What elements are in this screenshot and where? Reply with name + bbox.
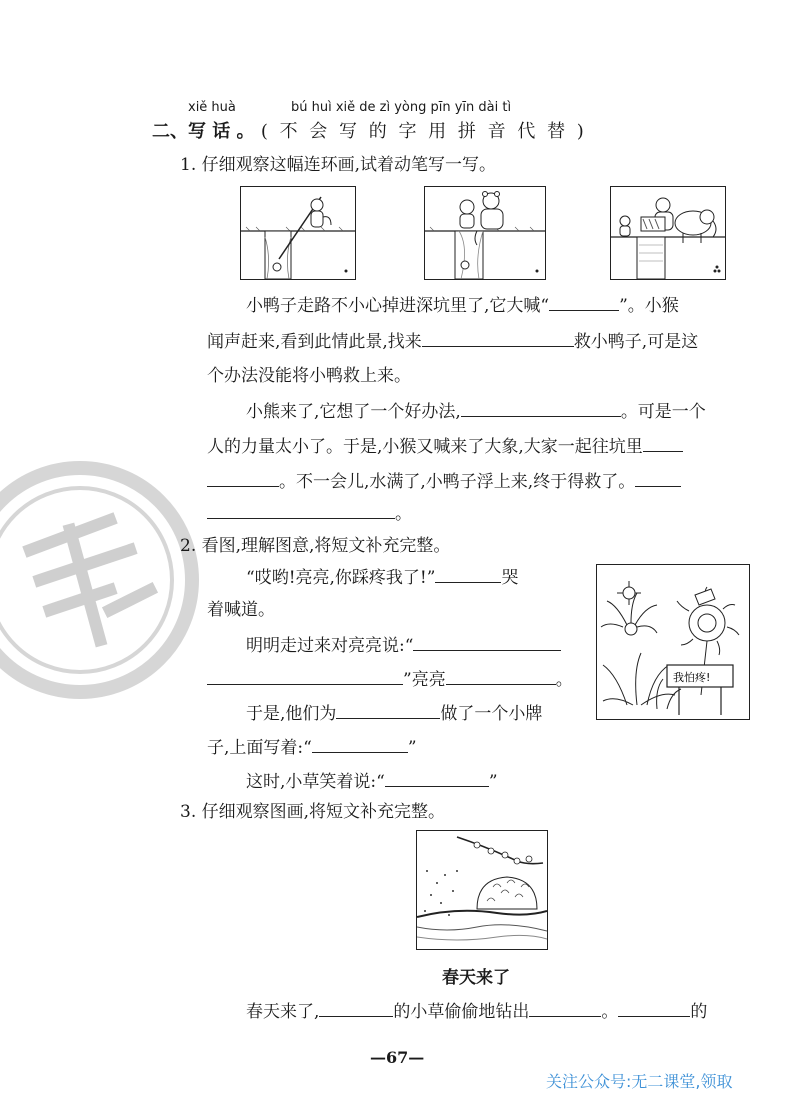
q3-text-1c: 。	[601, 1002, 619, 1022]
q2-text-4: ”亮亮	[403, 670, 446, 690]
section-title-main: 二、写 话 。	[152, 121, 255, 142]
q2-line4	[207, 666, 573, 692]
q1-prompt: 1. 仔细观察这幅连环画,试着动笔写一写。	[180, 155, 497, 175]
q3-blank-where[interactable]	[529, 998, 601, 1017]
q3-picture	[416, 830, 548, 950]
q1-p1-line1	[246, 292, 679, 318]
q2-text-3: 明明走过来对亮亮说:“	[246, 636, 414, 656]
q2-blank-reaction[interactable]	[446, 666, 556, 685]
q2-text-5b: 做了一个小牌	[440, 704, 543, 724]
q2-text-6a: 子,上面写着:“	[207, 738, 312, 758]
q2-text-7a: 这时,小草笑着说:“	[246, 772, 385, 792]
q1-blank-shout[interactable]	[549, 292, 619, 311]
q2-picture	[596, 564, 750, 720]
footer-note: 关注公众号:无二课堂,领取	[546, 1072, 733, 1091]
page-number: —67—	[370, 1048, 425, 1067]
q3-text-1b: 的小草偷偷地钻出	[393, 1002, 530, 1022]
q2-text-1a: “哎哟!亮亮,你踩疼我了!”	[246, 568, 436, 588]
q2-blank-grass-says[interactable]	[385, 768, 489, 787]
q2-blank-for-whom[interactable]	[336, 700, 440, 719]
q3-line1	[246, 998, 707, 1024]
comic-panel-3	[610, 186, 726, 280]
section-title-subtitle: ( 不 会 写 的 字 用 拼 音 代 替 )	[260, 121, 587, 142]
q1-p2-line4	[207, 500, 412, 526]
q1-p2-line3	[207, 468, 681, 494]
q1-blank-tool[interactable]	[422, 328, 574, 347]
q2-line1	[246, 564, 518, 590]
q2-line2: 着喊道。	[207, 600, 275, 620]
q2-blank-sign-words[interactable]	[312, 734, 408, 753]
q1-p2-text-d: 。不一会儿,水满了,小鸭子浮上来,终于得救了。	[279, 472, 636, 492]
q2-text-7b: ”	[488, 772, 498, 792]
watermark-stamp	[0, 460, 200, 700]
q2-sign-text: 我怕疼!	[673, 671, 711, 684]
q1-p1-line3: 个办法没能将小鸭救上来。	[207, 366, 411, 386]
comic-panel-2	[424, 186, 546, 280]
q2-blank-who[interactable]	[435, 564, 501, 583]
q3-text-1d: 的	[690, 1002, 708, 1022]
q2-blank-speech-1[interactable]	[413, 632, 561, 651]
q2-text-5a: 于是,他们为	[246, 704, 337, 724]
q1-p1-text-c: 闻声赶来,看到此情此景,找来	[207, 332, 422, 352]
q1-blank-action-2[interactable]	[207, 468, 279, 487]
q1-p1-text-d: 救小鸭子,可是这	[573, 332, 699, 352]
q2-line3	[246, 632, 561, 658]
q3-text-1a: 春天来了,	[246, 1002, 320, 1022]
q1-blank-ending-2[interactable]	[207, 500, 395, 519]
q1-p1-text-b: ”。小猴	[619, 296, 679, 316]
q1-blank-ending-1[interactable]	[635, 468, 681, 487]
section-title	[152, 117, 587, 143]
q3-blank-grass-desc[interactable]	[319, 998, 393, 1017]
q1-p1-line2	[207, 328, 698, 354]
q2-blank-speech-2[interactable]	[207, 666, 403, 685]
pinyin-hint: bú huì xiě de zì yòng pīn yīn dài tì	[291, 100, 512, 115]
comic-panel-1	[240, 186, 356, 280]
q1-blank-idea[interactable]	[461, 398, 621, 417]
q1-p2-line1	[246, 398, 706, 424]
q2-text-6b: ”	[407, 738, 417, 758]
pinyin-xie-hua: xiě huà	[188, 100, 236, 115]
q3-story-title: 春天来了	[442, 968, 510, 988]
q1-p1-text-a: 小鸭子走路不小心掉进深坑里了,它大喊“	[246, 296, 550, 316]
q3-prompt: 3. 仔细观察图画,将短文补充完整。	[180, 802, 446, 822]
q2-line6	[207, 734, 417, 760]
q2-line5	[246, 700, 542, 726]
q2-prompt: 2. 看图,理解图意,将短文补充完整。	[180, 536, 451, 556]
q1-blank-action-1[interactable]	[643, 433, 683, 452]
q1-p2-line2	[207, 433, 683, 459]
q2-text-1b: 哭	[501, 568, 519, 588]
q3-blank-next[interactable]	[618, 998, 690, 1017]
q1-p2-text-e: 。	[395, 504, 412, 524]
q1-p2-text-b: 。可是一个	[620, 402, 706, 422]
q2-text-4b: 。	[555, 670, 573, 690]
q2-line7	[246, 768, 498, 794]
q1-p2-text-c: 人的力量太小了。于是,小猴又喊来了大象,大家一起往坑里	[207, 437, 643, 457]
q1-p2-text-a: 小熊来了,它想了一个好办法,	[246, 402, 461, 422]
